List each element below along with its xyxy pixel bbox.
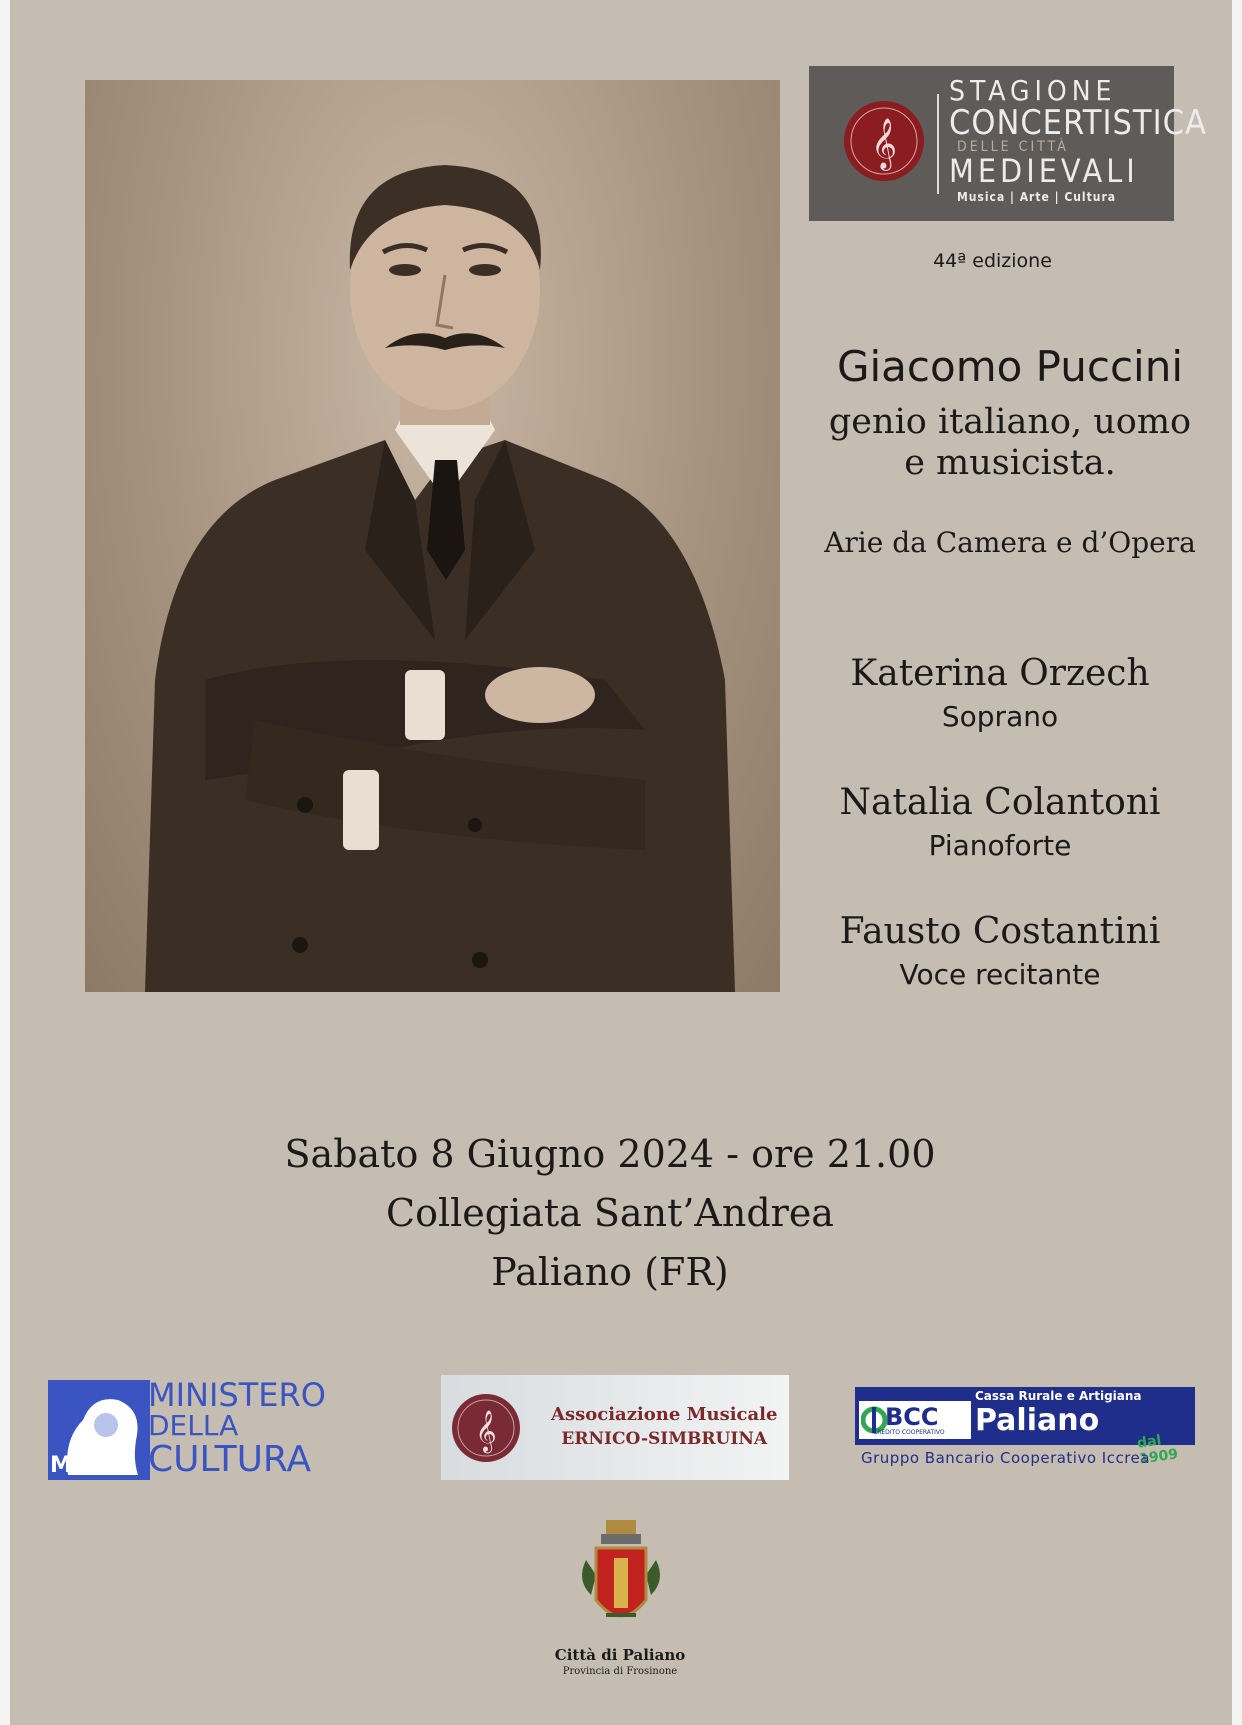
treble-clef-logo-icon [839, 96, 929, 186]
association-logo [441, 1375, 789, 1480]
bcc-group: Gruppo Bancario Cooperativo Iccrea [861, 1449, 1150, 1467]
bcc-top-text: Cassa Rurale e Artigiana [975, 1389, 1142, 1403]
association-line-1: Associazione Musicale [551, 1404, 778, 1425]
season-brand-logo [809, 66, 1207, 221]
brand-line-2: CONCERTISTICA [949, 103, 1207, 143]
edition-label: 44ª edizione [933, 250, 1052, 272]
treble-clef-circle-icon [451, 1393, 521, 1463]
brand-divider [937, 94, 939, 194]
mic-badge [48, 1380, 150, 1480]
performer-2-name: Natalia Colantoni [839, 782, 1161, 823]
bcc-coop-text: CREDITO COOPERATIVO [873, 1429, 945, 1436]
mic-line-2: DELLA [148, 1409, 239, 1442]
subtitle-line-2: e musicista. [904, 443, 1116, 483]
event-city: Paliano (FR) [491, 1250, 729, 1294]
brand-line-4: MEDIEVALI [949, 152, 1139, 190]
poster [10, 0, 1232, 1725]
city-crest-icon [576, 1520, 666, 1640]
page-title: Giacomo Puccini [836, 342, 1184, 391]
bcc-since: dal 1909 [1136, 1432, 1180, 1468]
performer-1-role: Soprano [941, 700, 1059, 733]
brand-title [949, 76, 1207, 204]
portrait-illustration [85, 80, 780, 992]
city-province: Provincia di Frosinone [562, 1666, 678, 1677]
mic-badge-text: MiC [50, 1453, 96, 1478]
mic-line-3: CULTURA [148, 1439, 312, 1480]
bcc-name: Paliano [975, 1403, 1100, 1438]
mic-line-1: MINISTERO [148, 1376, 326, 1414]
event-venue: Collegiata Sant’Andrea [386, 1191, 834, 1235]
mic-name [148, 1378, 326, 1480]
mic-logo [48, 1378, 378, 1483]
brand-line-1: STAGIONE [949, 74, 1117, 107]
bcc-mark [859, 1401, 971, 1439]
association-line-2: ERNICO-SIMBRUINA [561, 1429, 768, 1449]
subtitle-line-1: genio italiano, uomo [828, 402, 1192, 442]
performer-3-name: Fausto Costantini [839, 911, 1161, 952]
city-name: Città di Paliano [554, 1646, 686, 1664]
performer-3-role: Voce recitante [899, 958, 1101, 991]
brand-tagline: Musica | Arte | Cultura [957, 190, 1117, 204]
performer-1-name: Katerina Orzech [850, 653, 1150, 694]
program-label: Arie da Camera e d’Opera [824, 526, 1196, 559]
portrait-photo [85, 80, 780, 992]
event-datetime: Sabato 8 Giugno 2024 - ore 21.00 [284, 1132, 936, 1176]
svg-text:𝄞: 𝄞 [870, 118, 898, 169]
bcc-mark-text: BCC [885, 1403, 939, 1431]
brand-line-3: DELLE CITTÀ [957, 139, 1069, 155]
association-name [551, 1403, 777, 1451]
svg-text:𝄞: 𝄞 [475, 1411, 497, 1452]
performer-2-role: Pianoforte [928, 829, 1072, 862]
bcc-logo [855, 1387, 1205, 1472]
